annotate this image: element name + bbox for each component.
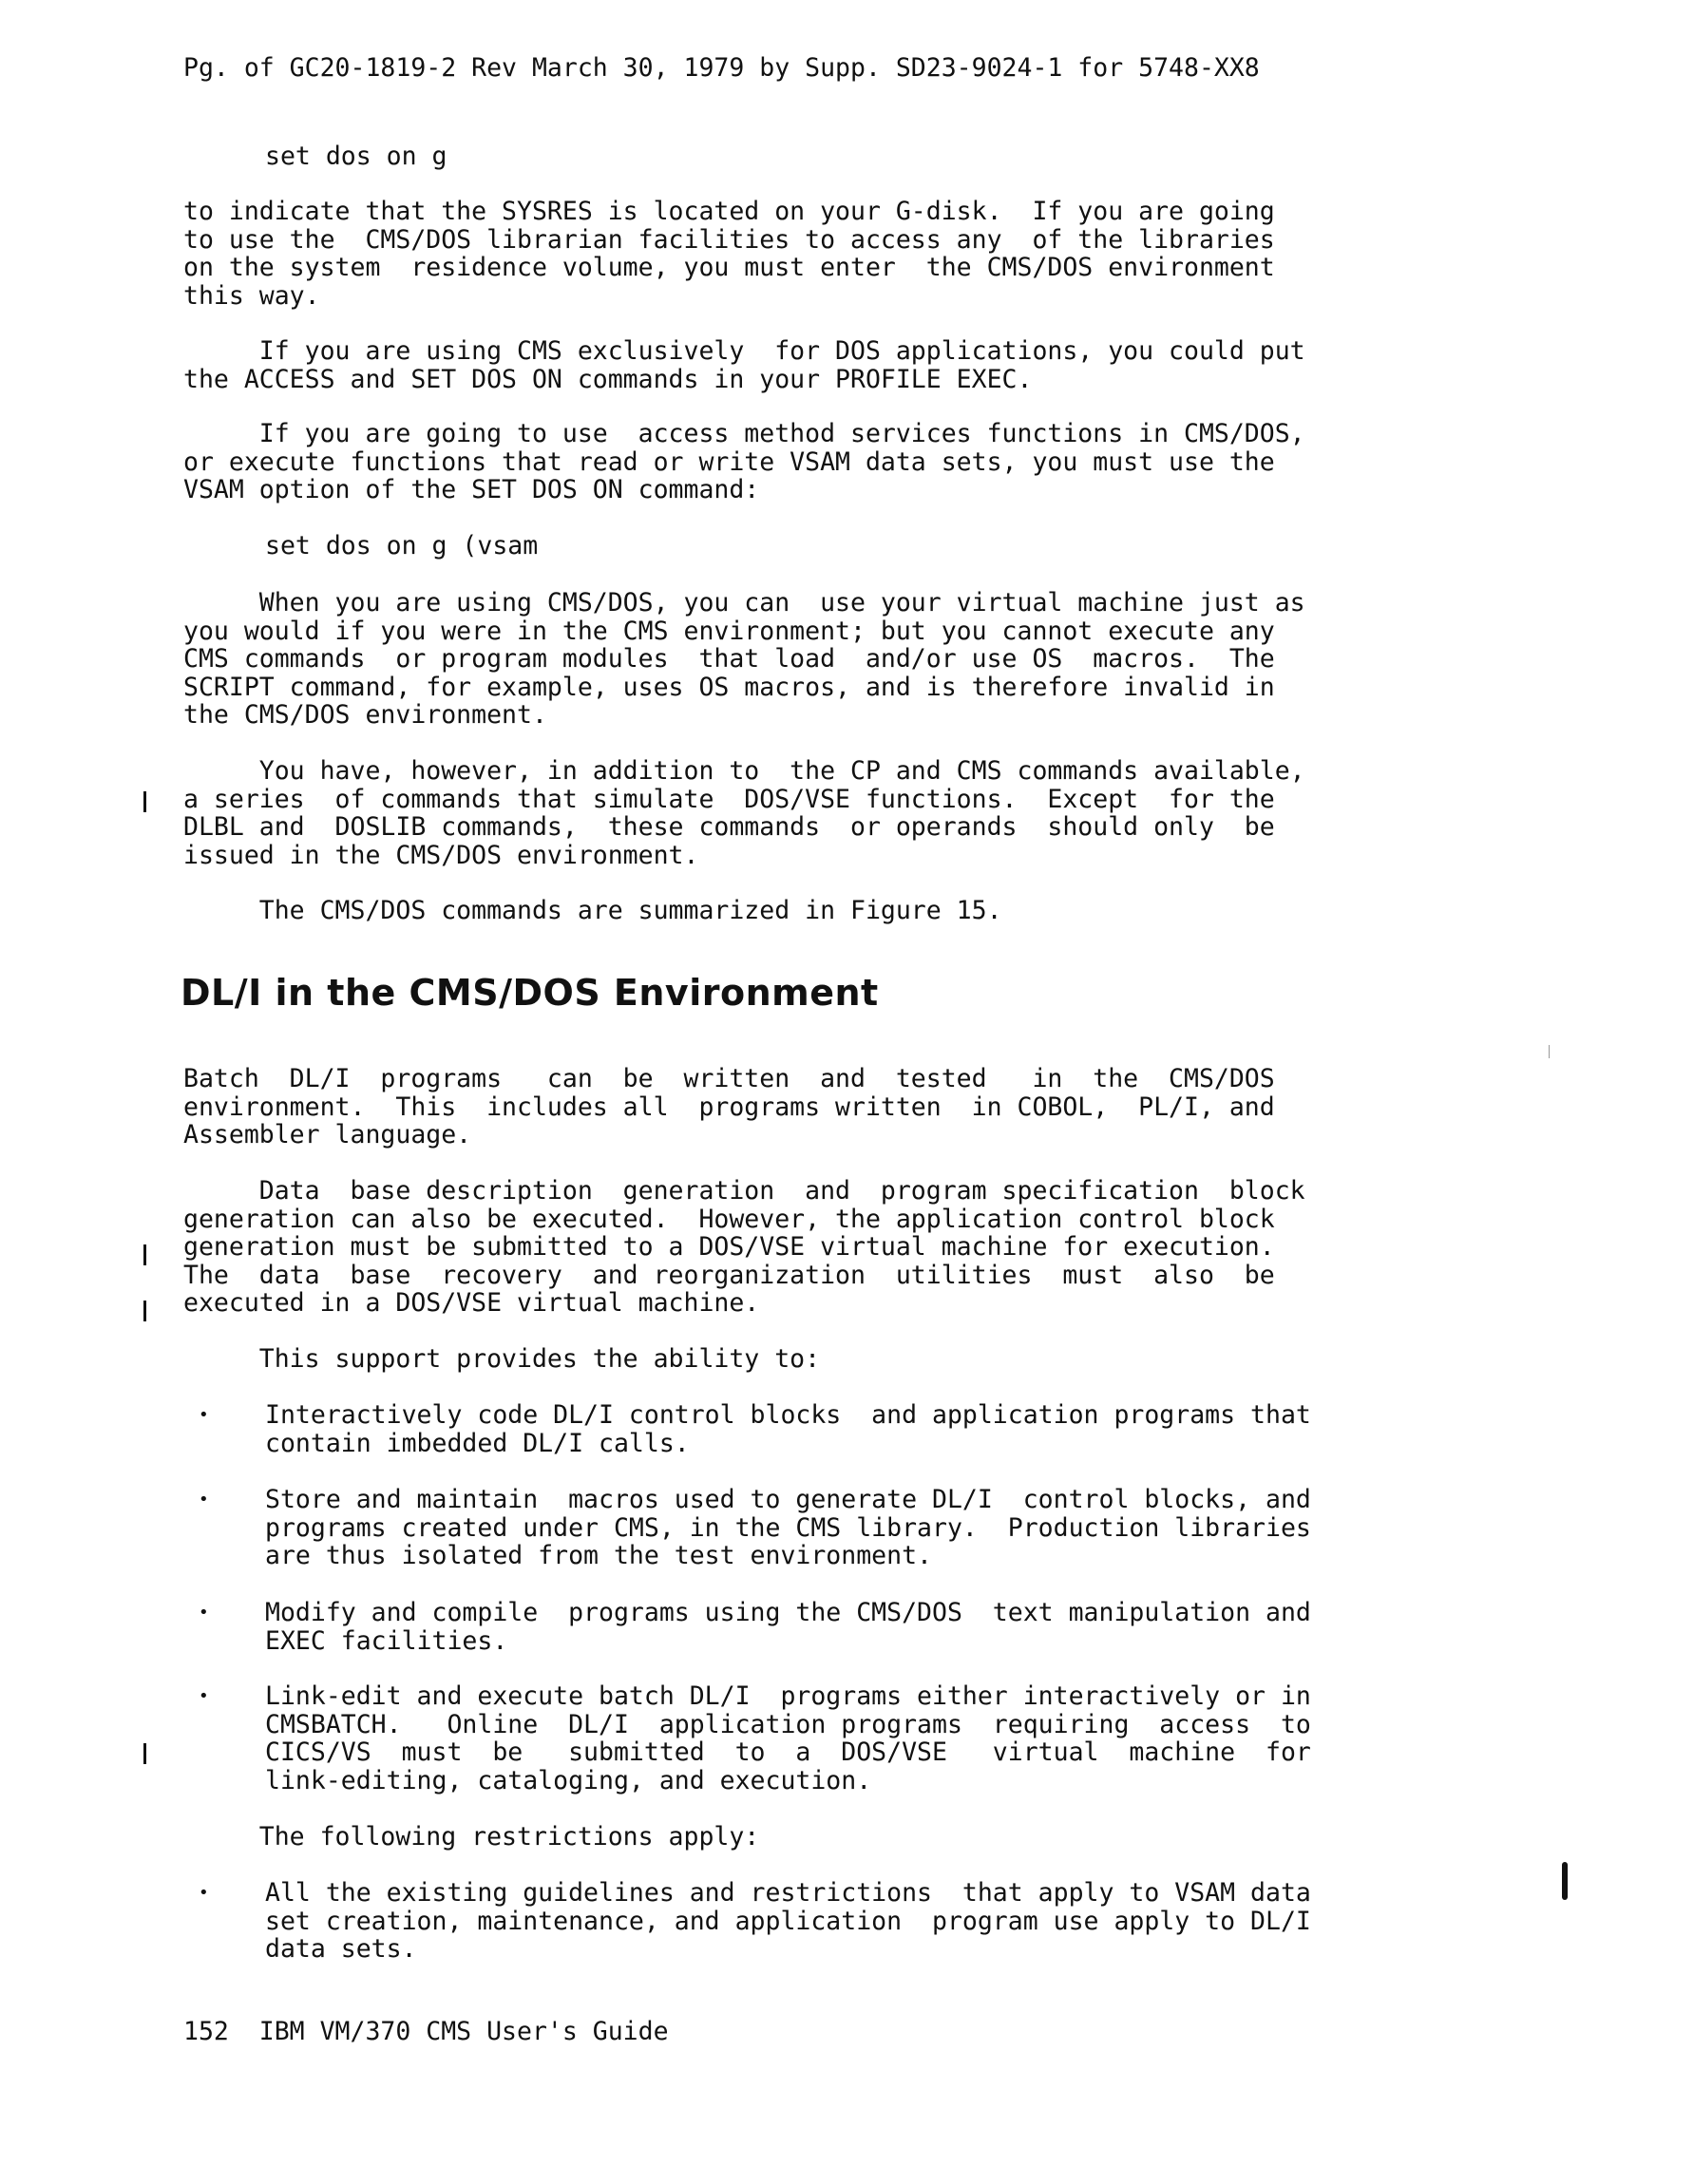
bullet-icon: • (199, 1883, 209, 1903)
page-footer: 152 IBM VM/370 CMS User's Guide (183, 2017, 669, 2046)
revision-bar (143, 1244, 146, 1265)
list-item (265, 1486, 1311, 1570)
list-item (265, 1599, 1311, 1655)
text-line: If you are going to use access method services functions in CMS/DOS, (183, 419, 1305, 448)
text-line: When you are using CMS/DOS, you can use your virtual machine just as (183, 588, 1305, 617)
paragraph-commands-available (183, 757, 1305, 869)
text-line: Interactively code DL/I control blocks and application programs that (265, 1400, 1311, 1430)
text-line: Assembler language. (183, 1120, 472, 1149)
paragraph-profile-exec (183, 337, 1305, 393)
text-line: CMS commands or program modules that load and/or use OS macros. The (183, 644, 1275, 674)
text-line: EXEC facilities. (265, 1625, 508, 1656)
text-line: DLBL and DOSLIB commands, these commands or operands should only be (183, 812, 1275, 842)
text-line: CMSBATCH. Online DL/I application programs requiring access to (265, 1709, 1311, 1739)
page-header: Pg. of GC20-1819-2 Rev March 30, 1979 by Supp. SD23-9024-1 for 5748-XX8 (183, 53, 1260, 83)
text-line: You have, however, in addition to the CP and CMS commands available, (183, 756, 1305, 786)
text-line: If you are using CMS exclusively for DOS applications, you could put (183, 336, 1305, 366)
text-line: you would if you were in the CMS environment; but you cannot execute any (183, 616, 1275, 646)
text-line: on the system residence volume, you must enter the CMS/DOS environment (183, 253, 1275, 282)
paragraph-restrictions-intro: The following restrictions apply: (183, 1822, 760, 1852)
text-line: link-editing, cataloging, and execution. (265, 1765, 872, 1795)
paragraph-using-cms-dos (183, 589, 1305, 730)
text-line: programs created under CMS, in the CMS library. Production libraries (265, 1512, 1311, 1543)
section-heading: DL/I in the CMS/DOS Environment (181, 972, 879, 1014)
text-line: All the existing guidelines and restrictions that apply to VSAM data (265, 1878, 1311, 1908)
text-line: generation can also be executed. However, the application control block (183, 1204, 1275, 1234)
paragraph-sysres (183, 198, 1275, 310)
bullet-icon: • (199, 1490, 209, 1510)
text-line: Link-edit and execute batch DL/I programs either interactively or in (265, 1681, 1311, 1711)
text-line: Batch DL/I programs can be written and tested in the CMS/DOS (183, 1064, 1275, 1093)
text-line: a series of commands that simulate DOS/VSE functions. Except for the (183, 784, 1275, 814)
text-line: generation must be submitted to a DOS/VSE virtual machine for execution. (183, 1232, 1275, 1262)
bullet-icon: • (199, 1405, 209, 1425)
list-item (265, 1401, 1311, 1457)
paragraph-support-intro: This support provides the ability to: (183, 1344, 821, 1374)
revision-bar (143, 1301, 146, 1321)
command-example-1: set dos on g (265, 142, 447, 171)
text-line: the CMS/DOS environment. (183, 700, 547, 730)
text-line: set creation, maintenance, and application program use apply to DL/I (265, 1906, 1311, 1936)
text-line: to use the CMS/DOS librarian facilities to access any of the libraries (183, 224, 1275, 255)
text-line: Modify and compile programs using the CMS/DOS text manipulation and (265, 1598, 1311, 1627)
paragraph-dbd-generation (183, 1177, 1305, 1318)
text-line: data sets. (265, 1934, 417, 1964)
scan-artifact (1549, 1045, 1550, 1058)
text-line: or execute functions that read or write VSAM data sets, you must use the (183, 446, 1275, 477)
paragraph-vsam (183, 420, 1305, 504)
revision-bar (143, 1743, 146, 1764)
text-line: VSAM option of the SET DOS ON command: (183, 475, 760, 504)
text-line: issued in the CMS/DOS environment. (183, 840, 699, 870)
revision-bar (143, 791, 146, 812)
list-item (265, 1879, 1311, 1964)
text-line: environment. This includes all programs written in COBOL, PL/I, and (183, 1092, 1275, 1122)
paragraph-figure-reference: The CMS/DOS commands are summarized in Figure 15. (183, 896, 1002, 925)
scan-artifact (1562, 1862, 1568, 1900)
text-line: this way. (183, 280, 320, 311)
text-line: The data base recovery and reorganization utilities must also be (183, 1260, 1275, 1290)
bullet-icon: • (199, 1603, 209, 1623)
paragraph-batch-dli (183, 1065, 1275, 1149)
text-line: SCRIPT command, for example, uses OS macros, and is therefore invalid in (183, 672, 1275, 702)
text-line: are thus isolated from the test environment. (265, 1541, 932, 1570)
text-line: executed in a DOS/VSE virtual machine. (183, 1288, 760, 1318)
text-line: to indicate that the SYSRES is located on your G-disk. If you are going (183, 197, 1275, 226)
bullet-icon: • (199, 1686, 209, 1706)
text-line: contain imbedded DL/I calls. (265, 1428, 690, 1458)
text-line: the ACCESS and SET DOS ON commands in your PROFILE EXEC. (183, 364, 1033, 394)
text-line: Data base description generation and program specification block (183, 1176, 1305, 1206)
list-item (265, 1682, 1311, 1795)
command-example-2: set dos on g (vsam (265, 531, 539, 560)
text-line: Store and maintain macros used to generate DL/I control blocks, and (265, 1485, 1311, 1514)
text-line: CICS/VS must be submitted to a DOS/VSE virtual machine for (265, 1738, 1311, 1767)
